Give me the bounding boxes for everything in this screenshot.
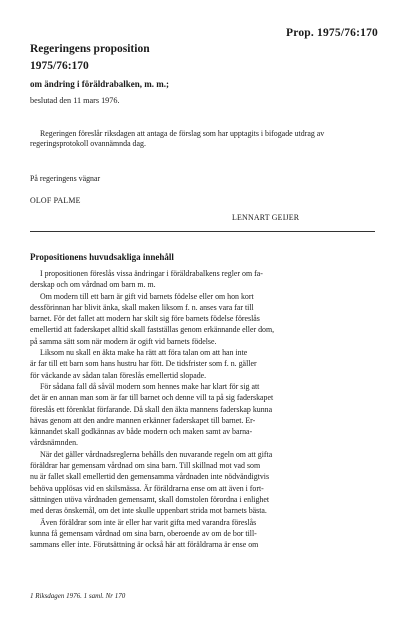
- document-number: 1975/76:170: [30, 60, 89, 72]
- body-line: När det gäller vårdnadsreglerna behålls den nuvarande regeln om att gifta: [40, 449, 273, 459]
- body-line: Även föräldrar som inte är eller har varit gifta med varandra föreslås: [40, 517, 257, 527]
- body-line: hävas genom att den andre mannen erkänner faderskapet till barnet. Er-: [30, 415, 256, 425]
- document-subtitle: om ändring i föräldrabalken, m. m.;: [30, 79, 170, 89]
- body-line: barnet. För det fallet att modern har skilt sig före barnets födelse föreslås: [30, 314, 260, 324]
- body-line: emellertid att faderskapet alltid skall fastställas genom erkännande eller dom,: [30, 325, 275, 335]
- proposition-number: Prop. 1975/76:170: [286, 27, 378, 39]
- signatory-prime-minister: OLOF PALME: [30, 196, 81, 205]
- body-line: föreslås ett förenklat förfarande. Då skall den äkta mannens faderskap kunna: [30, 404, 273, 414]
- document-title: Regeringens proposition: [30, 43, 150, 55]
- body-line: är far till ett barn som hans hustru har fött. De tidsfrister som f. n. gäller: [30, 359, 257, 369]
- body-line: behöva upplösas vid en skilsmässa. Är föräldrarna ense om att även i fort-: [30, 483, 264, 493]
- section-body: [30, 268, 375, 550]
- body-line: med deras önskemål, om det inte skulle uppenbart strida mot barnets bästa.: [30, 506, 267, 516]
- body-line: nu är fallet skall emellertid den gemensamma vårdnaden inte nödvändigtvis: [30, 472, 270, 482]
- body-line: vårdsnämnden.: [30, 438, 78, 448]
- body-line: kännandet skall godkännas av både modern och maken samt av barna-: [30, 427, 253, 437]
- body-line: kunna få gemensam vårdnad om sina barn, oberoende av om de bor till-: [30, 528, 257, 538]
- section-heading: Propositionens huvudsakliga innehåll: [30, 252, 174, 262]
- signatory-minister: LENNART GEIJER: [232, 213, 300, 222]
- decision-date: beslutad den 11 mars 1976.: [30, 96, 120, 105]
- body-line: föräldrar har gemensam vårdnad om sina barn. Till skillnad mot vad som: [30, 461, 261, 471]
- body-line: derskap och om vårdnad om barn m. m.: [30, 280, 156, 290]
- page-footnote: 1 Riksdagen 1976. 1 saml. Nr 170: [30, 592, 126, 600]
- body-line: sättningen utöva vårdnaden gemensamt, skall domstolen förordna i enlighet: [30, 494, 270, 504]
- body-line: Liksom nu skall en äkta make ha rätt att föra talan om att han inte: [40, 348, 248, 358]
- intro-text: Regeringen föreslår riksdagen att antaga de förslag som har upptagits i bifogade utdrag av regeringsprotokoll ovannämnda dag.: [30, 129, 325, 149]
- body-line: på samma sätt som när modern är ogift vid barnets födelse.: [30, 336, 217, 346]
- body-line: I propositionen föreslås vissa ändringar i föräldrabalkens regler om fa-: [40, 269, 263, 278]
- on-behalf-text: På regeringens vägnar: [30, 174, 101, 183]
- section-divider: [30, 231, 375, 232]
- body-line: sammans eller inte. Förutsättning är också här att föräldrarna är ense om: [30, 540, 259, 550]
- body-line: Om modern till ett barn är gift vid barnets födelse eller om hon kort: [40, 291, 254, 301]
- body-line: För sådana fall då såväl modern som hennes make har klart för sig att: [40, 381, 260, 391]
- body-line: dessförinnan har blivit änka, skall maken liksom f. n. anses vara far till: [30, 302, 254, 312]
- body-line: det är en annan man som är far till barnet och denne vill ta på sig faderskapet: [30, 393, 274, 403]
- intro-paragraph: [30, 129, 375, 149]
- body-line: för väckande av sådan talan föreslås emellertid slopade.: [30, 370, 207, 380]
